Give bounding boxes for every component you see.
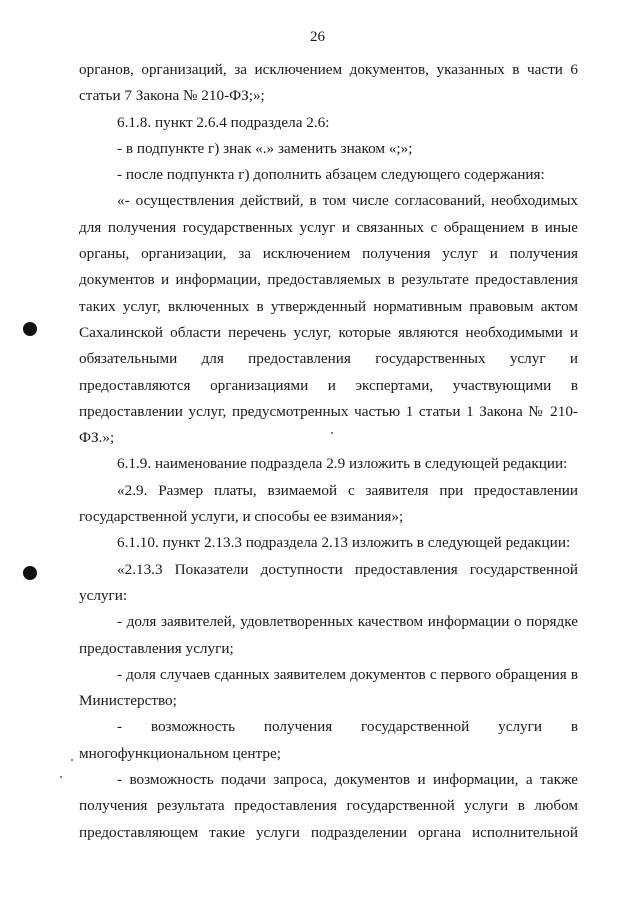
paragraph: - в подпункте г) знак «.» заменить знаком «;»; (117, 139, 413, 157)
paragraph: «- осуществления действий, в том числе согласований, необходимых для получения государственных услуг и связанных с обращением в иные органы, организации, за исключением получения услуг и получения документов и информации, предоставляемых в результате предоставления таких услуг, включенных в утвержденный нормативным правовым актом Сахалинской области перечень услуг, которые являются необходимыми и обязательными для предоставления государственных услуг и предоставляются организациями и экспертами, участвующими в предоставлении услуг, предусмотренных частью 1 статьи 1 Закона № 210-ФЗ.»; (79, 192, 578, 447)
paragraph: - возможность подачи запроса, документов и информации, а также получения результата предоставления государственной услуги в любом предоставляющем такие услуги подразделении органа исполнительной (79, 771, 578, 841)
punch-hole-bottom (23, 566, 37, 580)
paragraph: - доля заявителей, удовлетворенных качеством информации о порядке предоставления услуги; (79, 613, 578, 657)
paragraph: «2.9. Размер платы, взимаемой с заявителя при предоставлении государственной услуги, и способы ее взимания»; (79, 481, 578, 526)
paragraph: органов, организаций, за исключением документов, указанных в части 6 статьи 7 Закона № 210-ФЗ;»; (79, 61, 578, 105)
document-body (79, 57, 578, 846)
scan-speck (60, 776, 62, 778)
paragraph: «2.13.3 Показатели доступности предоставления государственной услуги: (79, 560, 578, 604)
paragraph: 6.1.8. пункт 2.6.4 подраздела 2.6: (117, 113, 330, 131)
punch-hole-top (23, 322, 37, 336)
page-number: 26 (310, 29, 325, 45)
paragraph: - доля случаев сданных заявителем документов с первого обращения в Министерство; (79, 665, 578, 710)
paragraph: - после подпункта г) дополнить абзацем следующего содержания: (117, 166, 545, 184)
paragraph: 6.1.9. наименование подраздела 2.9 изложить в следующей редакции: (117, 455, 568, 473)
paragraph: - возможность получения государственной услуги в многофункциональном центре; (79, 718, 578, 762)
paragraph: 6.1.10. пункт 2.13.3 подраздела 2.13 изложить в следующей редакции: (117, 534, 571, 552)
scan-speck (71, 759, 73, 761)
